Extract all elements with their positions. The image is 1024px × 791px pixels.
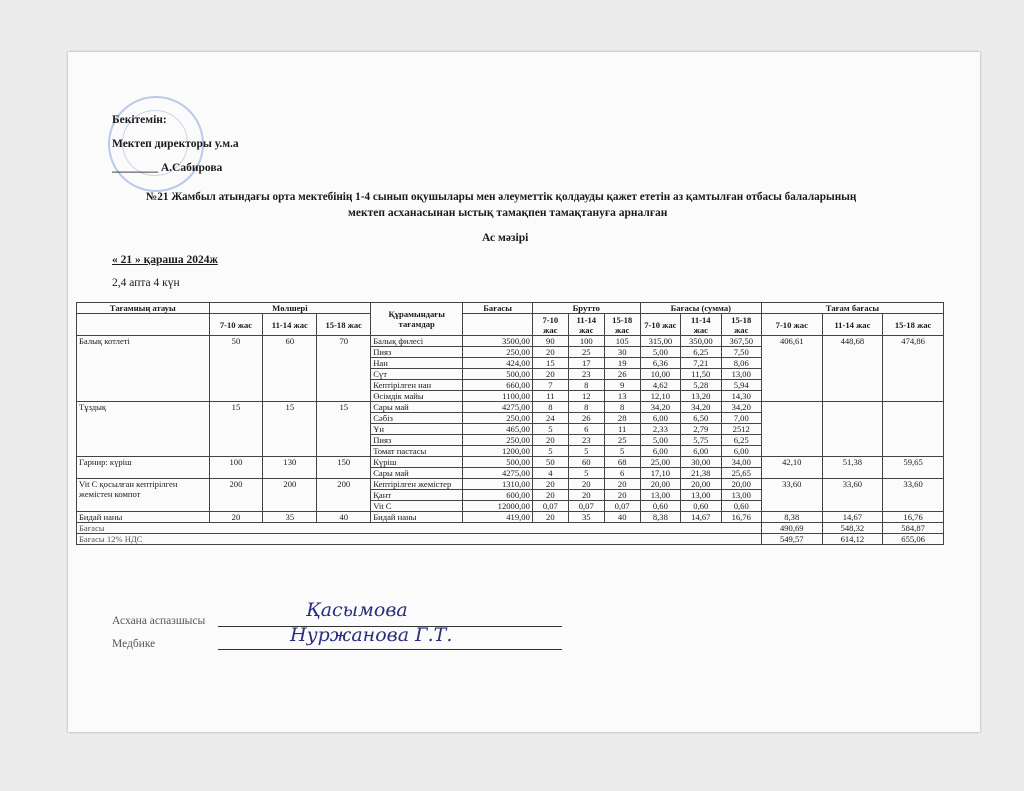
price-sum-value: 34,20 xyxy=(721,402,761,413)
total-label: Бағасы 12% НДС xyxy=(77,534,762,545)
brutto-value: 6 xyxy=(604,468,640,479)
brutto-value: 4 xyxy=(532,468,568,479)
brutto-value: 20 xyxy=(604,490,640,501)
ingredient-name: Сары май xyxy=(371,468,463,479)
price-sum-value: 5,94 xyxy=(721,380,761,391)
col-brutto: Брутто xyxy=(532,303,640,314)
dish-name: Vit C қосылған кептірілген жемістен компот xyxy=(77,479,210,512)
dish-total: 14,67 xyxy=(822,512,883,523)
ingredient-name: Балық филесі xyxy=(371,336,463,347)
price-sum-value: 6,00 xyxy=(640,446,680,457)
age-header: 15-18 жас xyxy=(721,314,761,336)
brutto-value: 20 xyxy=(568,490,604,501)
total-value: 655,06 xyxy=(883,534,944,545)
brutto-value: 35 xyxy=(568,512,604,523)
dish-total: 16,76 xyxy=(883,512,944,523)
dish-total xyxy=(822,402,883,457)
ingredient-price: 250,00 xyxy=(463,413,533,424)
total-value: 490,69 xyxy=(761,523,822,534)
dish-total: 474,86 xyxy=(883,336,944,402)
brutto-value: 20 xyxy=(532,347,568,358)
price-sum-value: 5,28 xyxy=(681,380,721,391)
ingredient-price: 465,00 xyxy=(463,424,533,435)
price-sum-value: 5,00 xyxy=(640,347,680,358)
col-dish: Тағамның атауы xyxy=(77,303,210,314)
col-ingredients: Құрамындағы тағамдар xyxy=(371,303,463,336)
ingredient-price: 600,00 xyxy=(463,490,533,501)
brutto-value: 8 xyxy=(568,380,604,391)
dish-total: 448,68 xyxy=(822,336,883,402)
brutto-value: 26 xyxy=(604,369,640,380)
ingredient-name: Сары май xyxy=(371,402,463,413)
ingredient-name: Vit C xyxy=(371,501,463,512)
ingredient-name: Кептірілген нан xyxy=(371,380,463,391)
brutto-value: 8 xyxy=(532,402,568,413)
brutto-value: 11 xyxy=(604,424,640,435)
brutto-value: 20 xyxy=(532,512,568,523)
dish-total: 33,60 xyxy=(883,479,944,512)
menu-table xyxy=(76,302,944,545)
brutto-value: 23 xyxy=(568,435,604,446)
dish-amount: 35 xyxy=(263,512,317,523)
age-header: 11-14 жас xyxy=(263,314,317,336)
price-sum-value: 13,00 xyxy=(681,490,721,501)
price-sum-value: 7,50 xyxy=(721,347,761,358)
price-sum-value: 7,21 xyxy=(681,358,721,369)
brutto-value: 100 xyxy=(568,336,604,347)
ingredient-name: Өсімдік майы xyxy=(371,391,463,402)
ingredient-price: 500,00 xyxy=(463,369,533,380)
price-sum-value: 34,20 xyxy=(681,402,721,413)
ingredient-price: 500,00 xyxy=(463,457,533,468)
brutto-value: 8 xyxy=(568,402,604,413)
price-sum-value: 16,76 xyxy=(721,512,761,523)
brutto-value: 20 xyxy=(532,369,568,380)
price-sum-value: 315,00 xyxy=(640,336,680,347)
brutto-value: 30 xyxy=(604,347,640,358)
price-sum-value: 20,00 xyxy=(640,479,680,490)
brutto-value: 19 xyxy=(604,358,640,369)
dish-name: Гарнир: күріш xyxy=(77,457,210,479)
price-sum-value: 6,25 xyxy=(681,347,721,358)
ingredient-name: Қант xyxy=(371,490,463,501)
price-sum-value: 6,00 xyxy=(640,413,680,424)
brutto-value: 8 xyxy=(604,402,640,413)
total-value: 549,57 xyxy=(761,534,822,545)
table-row xyxy=(77,336,944,347)
dish-total xyxy=(761,402,822,457)
table-row xyxy=(77,402,944,413)
brutto-value: 15 xyxy=(532,358,568,369)
cook-signature: Қасымова xyxy=(306,599,408,621)
total-value: 548,32 xyxy=(822,523,883,534)
dish-amount: 15 xyxy=(317,402,371,457)
brutto-value: 90 xyxy=(532,336,568,347)
price-sum-value: 25,65 xyxy=(721,468,761,479)
brutto-value: 20 xyxy=(532,435,568,446)
brutto-value: 24 xyxy=(532,413,568,424)
ingredient-price: 12000,00 xyxy=(463,501,533,512)
document-title: Ас мәзірі xyxy=(482,232,529,244)
brutto-value: 25 xyxy=(604,435,640,446)
total-row xyxy=(77,534,944,545)
price-sum-value: 21,38 xyxy=(681,468,721,479)
dish-amount: 40 xyxy=(317,512,371,523)
ingredient-price: 1200,00 xyxy=(463,446,533,457)
dish-amount: 20 xyxy=(209,512,263,523)
dish-amount: 70 xyxy=(317,336,371,402)
dish-name: Балық котлеті xyxy=(77,336,210,402)
ingredient-price: 660,00 xyxy=(463,380,533,391)
cook-label: Асхана аспазшысы xyxy=(112,615,206,627)
price-sum-value: 2,79 xyxy=(681,424,721,435)
price-sum-value: 350,00 xyxy=(681,336,721,347)
dish-amount: 200 xyxy=(263,479,317,512)
price-sum-value: 10,00 xyxy=(640,369,680,380)
menu-date: « 21 » қараша 2024ж xyxy=(112,254,218,266)
brutto-value: 5 xyxy=(532,424,568,435)
brutto-value: 9 xyxy=(604,380,640,391)
ingredient-price: 4275,00 xyxy=(463,468,533,479)
ingredient-name: Сәбіз xyxy=(371,413,463,424)
dish-total: 42,10 xyxy=(761,457,822,479)
brutto-value: 5 xyxy=(532,446,568,457)
nurse-signature: Нуржанова Г.Т. xyxy=(290,624,453,646)
dish-total: 8,38 xyxy=(761,512,822,523)
price-sum-value: 13,00 xyxy=(721,369,761,380)
brutto-value: 20 xyxy=(568,479,604,490)
age-header: 15-18 жас xyxy=(317,314,371,336)
dish-total: 33,60 xyxy=(761,479,822,512)
week-day: 2,4 апта 4 күн xyxy=(112,277,180,289)
document-page xyxy=(68,52,980,732)
ingredient-name: Бидай наны xyxy=(371,512,463,523)
total-value: 614,12 xyxy=(822,534,883,545)
price-sum-value: 6,50 xyxy=(681,413,721,424)
price-sum-value: 367,50 xyxy=(721,336,761,347)
price-sum-value: 6,00 xyxy=(681,446,721,457)
price-sum-value: 11,50 xyxy=(681,369,721,380)
dish-total: 51,38 xyxy=(822,457,883,479)
ingredient-name: Күріш xyxy=(371,457,463,468)
price-sum-value: 14,67 xyxy=(681,512,721,523)
price-sum-value: 0,60 xyxy=(721,501,761,512)
ingredient-price: 424,00 xyxy=(463,358,533,369)
age-header: 7-10 жас xyxy=(761,314,822,336)
ingredient-name: Томат пастасы xyxy=(371,446,463,457)
title-line-1: №21 Жамбыл атындағы орта мектебінің 1-4 сынып оқушылары мен әлеуметтік қолдауды қажет ететін аз қамтылған отбасы балаларының xyxy=(146,191,857,203)
ingredient-price: 250,00 xyxy=(463,347,533,358)
price-sum-value: 0,60 xyxy=(681,501,721,512)
brutto-value: 68 xyxy=(604,457,640,468)
age-header: 15-18 жас xyxy=(604,314,640,336)
age-header: 15-18 жас xyxy=(883,314,944,336)
brutto-value: 5 xyxy=(568,468,604,479)
age-header: 7-10 жас xyxy=(532,314,568,336)
ingredient-price: 250,00 xyxy=(463,435,533,446)
dish-total: 33,60 xyxy=(822,479,883,512)
ingredient-name: Ұн xyxy=(371,424,463,435)
approval-blank: ________ xyxy=(112,162,158,174)
price-sum-value: 6,00 xyxy=(721,446,761,457)
ingredient-price: 1100,00 xyxy=(463,391,533,402)
price-sum-value: 34,20 xyxy=(640,402,680,413)
price-sum-value: 8,06 xyxy=(721,358,761,369)
total-label: Бағасы xyxy=(77,523,762,534)
brutto-value: 5 xyxy=(604,446,640,457)
price-sum-value: 4,62 xyxy=(640,380,680,391)
brutto-value: 13 xyxy=(604,391,640,402)
dish-amount: 15 xyxy=(263,402,317,457)
price-sum-value: 6,25 xyxy=(721,435,761,446)
price-sum-value: 5,00 xyxy=(640,435,680,446)
approval-line-2: Мектеп директоры у.м.а xyxy=(112,138,239,150)
table-row xyxy=(77,479,944,490)
dish-amount: 60 xyxy=(263,336,317,402)
dish-amount: 130 xyxy=(263,457,317,479)
approval-line-1: Бекітемін: xyxy=(112,114,167,126)
ingredient-name: Нан xyxy=(371,358,463,369)
col-dish-price: Тағам бағасы xyxy=(761,303,943,314)
price-sum-value: 13,00 xyxy=(721,490,761,501)
price-sum-value: 5,75 xyxy=(681,435,721,446)
price-sum-value: 20,00 xyxy=(681,479,721,490)
dish-amount: 200 xyxy=(317,479,371,512)
approval-line-3 xyxy=(112,162,222,174)
dish-amount: 200 xyxy=(209,479,263,512)
ingredient-price: 1310,00 xyxy=(463,479,533,490)
brutto-value: 20 xyxy=(532,479,568,490)
brutto-value: 6 xyxy=(568,424,604,435)
price-sum-value: 13,20 xyxy=(681,391,721,402)
price-sum-value: 17,10 xyxy=(640,468,680,479)
price-sum-value: 2,33 xyxy=(640,424,680,435)
table-row xyxy=(77,512,944,523)
dish-amount: 50 xyxy=(209,336,263,402)
price-sum-value: 34,00 xyxy=(721,457,761,468)
nurse-label: Медбике xyxy=(112,638,156,650)
price-sum-value: 20,00 xyxy=(721,479,761,490)
col-price-sum: Бағасы (сумма) xyxy=(640,303,761,314)
price-sum-value: 6,36 xyxy=(640,358,680,369)
brutto-value: 105 xyxy=(604,336,640,347)
total-row xyxy=(77,523,944,534)
dish-amount: 100 xyxy=(209,457,263,479)
brutto-value: 20 xyxy=(532,490,568,501)
age-header: 11-14 жас xyxy=(568,314,604,336)
price-sum-value: 12,10 xyxy=(640,391,680,402)
col-amount: Мөлшері xyxy=(209,303,371,314)
title-line-2: мектеп асханасынан ыстық тамақпен тамақтануға арналған xyxy=(348,207,668,219)
dish-total: 59,65 xyxy=(883,457,944,479)
brutto-value: 50 xyxy=(532,457,568,468)
price-sum-value: 13,00 xyxy=(640,490,680,501)
ingredient-name: Кептірілген жемістер xyxy=(371,479,463,490)
age-header: 7-10 жас xyxy=(640,314,680,336)
ingredient-name: Сүт xyxy=(371,369,463,380)
brutto-value: 0,07 xyxy=(604,501,640,512)
brutto-value: 28 xyxy=(604,413,640,424)
ingredient-name: Пияз xyxy=(371,435,463,446)
dish-name: Тұздық xyxy=(77,402,210,457)
brutto-value: 0,07 xyxy=(568,501,604,512)
age-header: 11-14 жас xyxy=(822,314,883,336)
price-sum-value: 14,30 xyxy=(721,391,761,402)
brutto-value: 40 xyxy=(604,512,640,523)
price-sum-value: 2512 xyxy=(721,424,761,435)
price-sum-value: 30,00 xyxy=(681,457,721,468)
ingredient-price: 419,00 xyxy=(463,512,533,523)
ingredient-name: Пияз xyxy=(371,347,463,358)
dish-amount: 15 xyxy=(209,402,263,457)
dish-total xyxy=(883,402,944,457)
price-sum-value: 8,38 xyxy=(640,512,680,523)
col-price: Бағасы xyxy=(463,303,533,314)
table-row xyxy=(77,457,944,468)
nurse-signature-line xyxy=(218,649,562,650)
age-header: 11-14 жас xyxy=(681,314,721,336)
price-sum-value: 7,00 xyxy=(721,413,761,424)
brutto-value: 25 xyxy=(568,347,604,358)
brutto-value: 11 xyxy=(532,391,568,402)
ingredient-price: 4275,00 xyxy=(463,402,533,413)
brutto-value: 20 xyxy=(604,479,640,490)
brutto-value: 12 xyxy=(568,391,604,402)
dish-total: 406,61 xyxy=(761,336,822,402)
brutto-value: 5 xyxy=(568,446,604,457)
brutto-value: 26 xyxy=(568,413,604,424)
brutto-value: 0,07 xyxy=(532,501,568,512)
dish-name: Бидай наны xyxy=(77,512,210,523)
brutto-value: 60 xyxy=(568,457,604,468)
brutto-value: 23 xyxy=(568,369,604,380)
price-sum-value: 25,00 xyxy=(640,457,680,468)
director-name: А.Сабирова xyxy=(160,162,223,174)
ingredient-price: 3500,00 xyxy=(463,336,533,347)
total-value: 584,87 xyxy=(883,523,944,534)
dish-amount: 150 xyxy=(317,457,371,479)
brutto-value: 7 xyxy=(532,380,568,391)
age-header: 7-10 жас xyxy=(209,314,263,336)
brutto-value: 17 xyxy=(568,358,604,369)
price-sum-value: 0,60 xyxy=(640,501,680,512)
